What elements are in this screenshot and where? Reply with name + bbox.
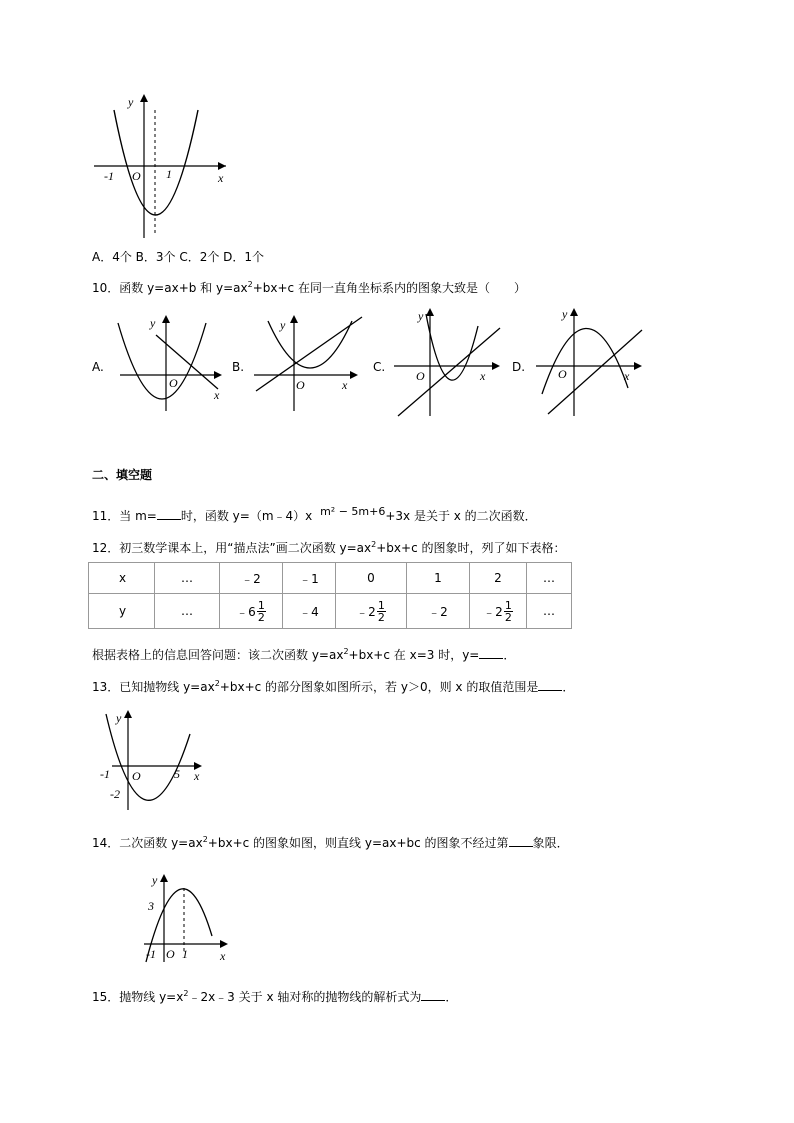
q12-suffix: +bx+c 的图象时，列了如下表格： — [376, 541, 566, 555]
q12-stem — [92, 541, 565, 555]
q14-graph — [142, 870, 238, 964]
q10b-x: x — [342, 378, 348, 392]
q10-stem — [92, 281, 526, 295]
q13-tick-5: 5 — [174, 767, 180, 781]
cell — [220, 594, 283, 629]
q14-tick-3: 3 — [148, 899, 154, 913]
q11-suffix: +3x 是关于 x 的二次函数． — [385, 509, 537, 523]
q11-middle: 时，函数 y=（m﹣4）x — [180, 509, 313, 523]
cell: 2 — [470, 563, 527, 594]
q14-blank[interactable] — [509, 834, 533, 847]
q10-stem-sup: 2 — [247, 280, 253, 289]
q10-stem-prefix: 10．函数 y=ax+b 和 y=ax — [92, 281, 248, 295]
q10a-y: y — [150, 316, 156, 330]
q12-followup-sup: 2 — [343, 647, 349, 656]
q11-blank[interactable] — [157, 507, 181, 520]
frac-num: 1 — [377, 598, 385, 612]
cell: 0 — [336, 563, 407, 594]
q12-prefix: 12．初三数学课本上，用“描点法”画二次函数 y=ax — [92, 541, 372, 555]
cell: … — [527, 563, 572, 594]
q13-tick-neg2: -2 — [110, 787, 120, 801]
q13-suffix: +bx+c 的部分图象如图所示，若 y＞0，则 x 的取值范围是 — [219, 680, 539, 694]
q10-graph-d — [534, 306, 646, 418]
cell: y — [89, 594, 155, 629]
q14-suffix: +bx+c 的图象如图，则直线 y=ax+bc 的图象不经过第 — [207, 836, 509, 850]
q12-sup: 2 — [371, 540, 377, 549]
q12-followup-suffix: +bx+c 在 x=3 时，y= — [348, 648, 480, 662]
q14-x: x — [220, 949, 226, 963]
q9-tick-1: 1 — [166, 167, 172, 181]
cell: 1 — [407, 563, 470, 594]
q9-origin: O — [132, 169, 141, 183]
q10d-y: y — [562, 307, 568, 321]
q10b-o: O — [296, 378, 305, 392]
q13-sup: 2 — [214, 679, 220, 688]
q13-graph — [96, 706, 212, 814]
q10-option-a-label: A. — [92, 360, 104, 374]
q15-blank[interactable] — [421, 988, 445, 1001]
frac-num: 1 — [257, 598, 265, 612]
q10-option-d-label: D. — [512, 360, 526, 374]
q14-tick-neg1: -1 — [146, 947, 156, 961]
q15 — [92, 988, 457, 1004]
q13-blank[interactable] — [538, 678, 562, 691]
q14-y: y — [152, 873, 158, 887]
q10-option-c-label: C. — [373, 360, 386, 374]
frac-num: 1 — [504, 598, 512, 612]
table-row-x — [89, 563, 572, 594]
q13-prefix: 13．已知抛物线 y=ax — [92, 680, 215, 694]
q10c-o: O — [416, 369, 425, 383]
q11 — [92, 507, 537, 524]
q14-prefix: 14．二次函数 y=ax — [92, 836, 203, 850]
cell: … — [527, 594, 572, 629]
q9-options: A．4个 B．3个 C．2个 D．1个 — [92, 250, 265, 264]
section-title: 二、填空题 — [92, 468, 153, 482]
q10b-y: y — [280, 318, 286, 332]
q10-stem-suffix: +bx+c 在同一直角坐标系内的图象大致是（ ） — [252, 281, 526, 295]
cell — [336, 594, 407, 629]
table-row-y — [89, 594, 572, 629]
q10-graph-b — [252, 315, 364, 413]
q10c-x: x — [480, 369, 486, 383]
q13-tick-neg1: -1 — [100, 767, 110, 781]
cell: ﹣4 — [283, 594, 336, 629]
frac-den: 2 — [257, 610, 265, 624]
q14-stem — [92, 834, 569, 850]
q14-sup: 2 — [202, 835, 208, 844]
q9-x-label: x — [218, 171, 224, 185]
q11-prefix: 11．当 m= — [92, 509, 157, 523]
frac-whole: ﹣6 — [236, 604, 256, 619]
q10-graph-a — [106, 315, 226, 413]
cell: ﹣2 — [407, 594, 470, 629]
frac-den: 2 — [504, 610, 512, 624]
cell: … — [155, 563, 220, 594]
cell: … — [155, 594, 220, 629]
q10d-x: x — [624, 369, 630, 383]
q9-tick-neg1: -1 — [104, 169, 114, 183]
q10-option-b-label: B. — [232, 360, 245, 374]
q10c-y: y — [418, 309, 424, 323]
q14-tick-1: 1 — [182, 947, 188, 961]
q15-suffix: ﹣2x﹣3 关于 x 轴对称的抛物线的解析式为 — [188, 990, 422, 1004]
q10d-o: O — [558, 367, 567, 381]
q9-graph — [92, 90, 232, 240]
q10a-o: O — [169, 376, 178, 390]
q10a-x: x — [214, 388, 220, 402]
q9-y-label: y — [128, 95, 134, 109]
q12-followup-prefix: 根据表格上的信息回答问题：该二次函数 y=ax — [92, 648, 344, 662]
frac-whole: ﹣2 — [356, 604, 376, 619]
cell — [470, 594, 527, 629]
q13-end: ． — [562, 680, 575, 694]
q13-stem — [92, 678, 574, 694]
cell: x — [89, 563, 155, 594]
q12-blank[interactable] — [479, 646, 503, 659]
q10-graph-c — [392, 306, 504, 418]
frac-whole: ﹣2 — [483, 604, 503, 619]
cell: ﹣1 — [283, 563, 336, 594]
q13-o: O — [132, 769, 141, 783]
q15-end: ． — [445, 990, 458, 1004]
q13-x: x — [194, 769, 200, 783]
frac-den: 2 — [377, 610, 385, 624]
q15-sup: 2 — [183, 989, 189, 998]
q12-followup — [92, 646, 515, 662]
q14-end: 象限． — [532, 836, 569, 850]
q15-prefix: 15．抛物线 y=x — [92, 990, 184, 1004]
q13-y: y — [116, 711, 122, 725]
q11-exponent: m² − 5m+6 — [320, 505, 386, 518]
cell: ﹣2 — [220, 563, 283, 594]
q12-table — [88, 562, 572, 629]
q14-o: O — [166, 947, 175, 961]
q12-followup-end: ． — [503, 648, 516, 662]
